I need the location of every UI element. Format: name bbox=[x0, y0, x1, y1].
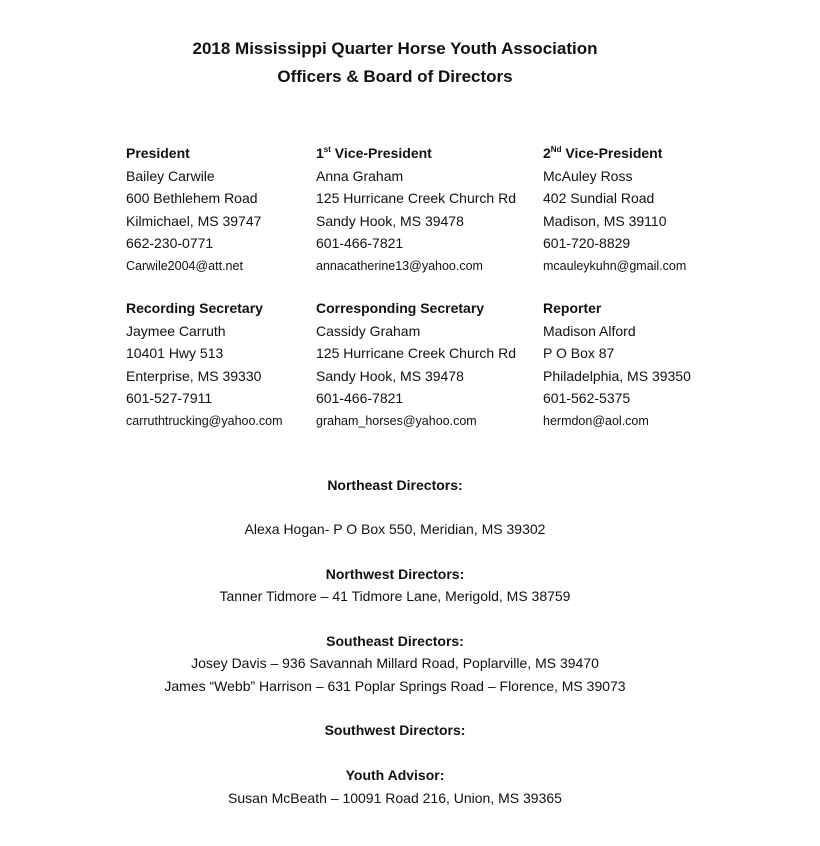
officer-name: Bailey Carwile bbox=[126, 167, 215, 184]
officer-role: President bbox=[126, 145, 190, 161]
officer-role: Recording Secretary bbox=[126, 300, 263, 316]
southeast-director-entry: James “Webb” Harrison – 631 Poplar Springs Road – Florence, MS 39073 bbox=[164, 678, 626, 694]
officer-phone: 601-562-5375 bbox=[543, 390, 631, 406]
officer-address: P O Box 87 bbox=[543, 345, 615, 361]
officer-email: hermdon@aol.com bbox=[543, 413, 649, 428]
role-title: Vice-President bbox=[330, 145, 432, 161]
officer-email: carruthtrucking@yahoo.com bbox=[126, 413, 283, 428]
officer-first-vice-president bbox=[316, 142, 516, 277]
northwest-director-entry: Tanner Tidmore – 41 Tidmore Lane, Merigold, MS 38759 bbox=[219, 588, 571, 604]
officer-city: Enterprise, MS 39330 bbox=[126, 367, 262, 384]
youth-advisor-entry: Susan McBeath – 10091 Road 216, Union, MS 39365 bbox=[228, 790, 562, 806]
officer-name: Cassidy Graham bbox=[316, 322, 421, 339]
southwest-directors-heading: Southwest Directors: bbox=[324, 722, 466, 738]
officer-email: graham_horses@yahoo.com bbox=[316, 413, 477, 428]
officer-phone: 601-466-7821 bbox=[316, 390, 404, 406]
officer-name: Madison Alford bbox=[543, 322, 636, 339]
officer-address: 402 Sundial Road bbox=[543, 190, 655, 206]
northeast-director-entry: Alexa Hogan- P O Box 550, Meridian, MS 39302 bbox=[244, 521, 546, 537]
document-subtitle: Officers & Board of Directors bbox=[277, 67, 513, 86]
officer-email: mcauleykuhn@gmail.com bbox=[543, 258, 687, 273]
officer-role: Corresponding Secretary bbox=[316, 300, 485, 316]
southeast-director-entry: Josey Davis – 936 Savannah Millard Road, Poplarville, MS 39470 bbox=[191, 655, 599, 671]
officer-president bbox=[126, 142, 261, 277]
officer-name: Anna Graham bbox=[316, 167, 404, 184]
northwest-directors-heading: Northwest Directors: bbox=[325, 566, 465, 582]
officer-email: Carwile2004@att.net bbox=[126, 258, 243, 273]
officer-city: Philadelphia, MS 39350 bbox=[543, 367, 691, 384]
officer-address: 125 Hurricane Creek Church Rd bbox=[316, 190, 516, 206]
youth-advisor-heading: Youth Advisor: bbox=[345, 767, 445, 783]
officer-phone: 601-466-7821 bbox=[316, 235, 404, 251]
officer-second-vice-president bbox=[543, 142, 686, 277]
role-number: 1 bbox=[316, 145, 324, 161]
southeast-directors-heading: Southeast Directors: bbox=[326, 633, 464, 649]
officer-role bbox=[316, 142, 516, 165]
officer-reporter bbox=[543, 297, 691, 432]
officer-city: Kilmichael, MS 39747 bbox=[126, 212, 262, 229]
officer-recording-secretary bbox=[126, 297, 283, 432]
officer-address: 10401 Hwy 513 bbox=[126, 345, 224, 361]
officer-name: Jaymee Carruth bbox=[126, 322, 226, 339]
officer-role: Reporter bbox=[543, 300, 602, 316]
officer-corresponding-secretary bbox=[316, 297, 516, 432]
role-ordinal: Nd bbox=[550, 145, 562, 154]
officer-address: 125 Hurricane Creek Church Rd bbox=[316, 345, 516, 361]
officer-phone: 601-720-8829 bbox=[543, 235, 631, 251]
officer-address: 600 Bethlehem Road bbox=[126, 190, 258, 206]
officer-email: annacatherine13@yahoo.com bbox=[316, 258, 483, 273]
officer-name: McAuley Ross bbox=[543, 167, 633, 184]
officer-phone: 662-230-0771 bbox=[126, 235, 214, 251]
officer-city: Sandy Hook, MS 39478 bbox=[316, 367, 464, 384]
officer-phone: 601-527-7911 bbox=[126, 390, 213, 406]
role-number: 2 bbox=[543, 145, 551, 161]
role-ordinal: st bbox=[323, 145, 331, 154]
officer-city: Sandy Hook, MS 39478 bbox=[316, 212, 464, 229]
role-title: Vice-President bbox=[561, 145, 663, 161]
officer-city: Madison, MS 39110 bbox=[543, 212, 667, 229]
officer-role bbox=[543, 142, 686, 165]
northeast-directors-heading: Northeast Directors: bbox=[327, 477, 463, 493]
document-title: 2018 Mississippi Quarter Horse Youth Association bbox=[192, 39, 598, 58]
